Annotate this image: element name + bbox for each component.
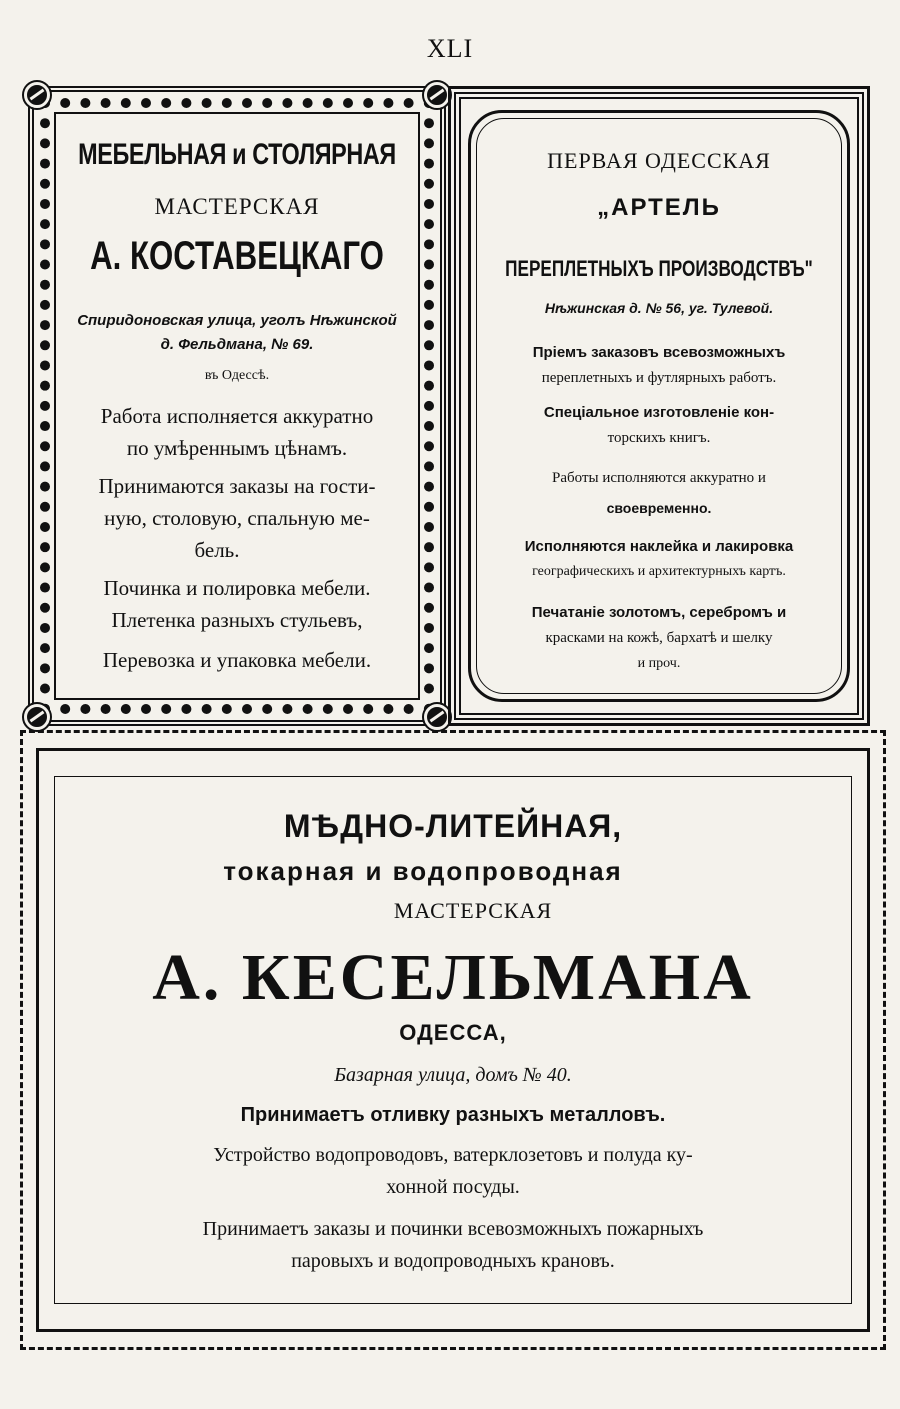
left-subtitle: МАСТЕРСКАЯ xyxy=(154,194,320,219)
left-line: Принимаются заказы на гости- xyxy=(98,474,376,498)
right-title: ПЕРВАЯ ОДЕССКАЯ xyxy=(547,148,771,173)
left-line: по умѣреннымъ цѣнамъ. xyxy=(126,436,348,460)
bottom-line: паровыхъ и водопроводныхъ крановъ. xyxy=(291,1250,615,1272)
ad-left xyxy=(28,86,446,726)
ad-right xyxy=(448,86,870,726)
bottom-name: А. КЕСЕЛЬМАНА xyxy=(152,941,754,1014)
right-line: и проч. xyxy=(637,656,681,671)
left-corner-ornament xyxy=(424,704,450,730)
left-address-2: д. Фельдмана, № 69. xyxy=(160,336,314,353)
bottom-title: МѢДНО-ЛИТЕЙНАЯ, xyxy=(283,808,623,844)
right-line: своевременно. xyxy=(606,500,712,516)
right-address: Нѣжинская д. № 56, уг. Тулевой. xyxy=(544,300,774,316)
bottom-line: Принимаетъ заказы и починки всевозможныхъ пожарныхъ xyxy=(202,1218,704,1240)
right-line: географическихъ и архитектурныхъ картъ. xyxy=(532,564,786,579)
left-line: Работа исполняется аккуратно xyxy=(100,404,374,428)
left-corner-ornament xyxy=(24,704,50,730)
left-corner-ornament xyxy=(424,82,450,108)
left-address-1: Спиридоновская улица, уголъ Нѣжинской xyxy=(77,312,397,329)
left-corner-ornament xyxy=(24,82,50,108)
right-line: Исполняются наклейка и лакировка xyxy=(524,538,794,555)
left-name: А. КОСТАВЕЦКАГО xyxy=(90,234,384,278)
left-line: Перевозка и упаковка мебели. xyxy=(102,648,372,672)
right-line: Спеціальное изготовленіе кон- xyxy=(543,404,775,421)
bottom-city: ОДЕССА, xyxy=(399,1020,507,1045)
left-line: Плетенка разныхъ стульевъ, xyxy=(111,608,363,632)
left-city: въ Одессѣ. xyxy=(204,368,270,383)
left-line: Починка и полировка мебели. xyxy=(103,576,371,600)
left-line: бель. xyxy=(194,538,240,562)
right-line: Пріемъ заказовъ всевозможныхъ xyxy=(532,344,786,361)
bottom-dashed-border xyxy=(20,730,886,733)
right-line: торскихъ книгъ. xyxy=(607,430,711,446)
ad-bottom xyxy=(20,730,886,1350)
left-line: ную, столовую, спальную ме- xyxy=(104,506,370,530)
right-line: Печатаніе золотомъ, серебромъ и xyxy=(531,604,787,621)
bottom-subtitle: токарная и водопроводная xyxy=(223,856,623,886)
right-name-2: ПЕРЕПЛЕТНЫХЪ ПРОИЗВОДСТВЪ" xyxy=(505,256,813,281)
page-number: XLI xyxy=(426,34,474,63)
bottom-address: Базарная улица, домъ № 40. xyxy=(334,1064,572,1086)
bottom-line: Устройство водопроводовъ, ватерклозетовъ и полуда ку- xyxy=(213,1144,693,1166)
bottom-dashed-border xyxy=(20,1347,886,1350)
bottom-kind: МАСТЕРСКАЯ xyxy=(393,898,553,923)
right-line: переплетныхъ и футлярныхъ работъ. xyxy=(541,370,777,386)
right-line: Работы исполняются аккуратно и xyxy=(552,470,766,486)
bottom-line: хонной посуды. xyxy=(386,1176,520,1198)
right-name: „АРТЕЛЬ xyxy=(597,194,721,221)
bottom-line: Принимаетъ отливку разныхъ металловъ. xyxy=(240,1104,666,1126)
right-line: красками на кожѣ, бархатѣ и шелку xyxy=(545,630,773,646)
left-title: МЕБЕЛЬНАЯ и СТОЛЯРНАЯ xyxy=(78,138,396,171)
